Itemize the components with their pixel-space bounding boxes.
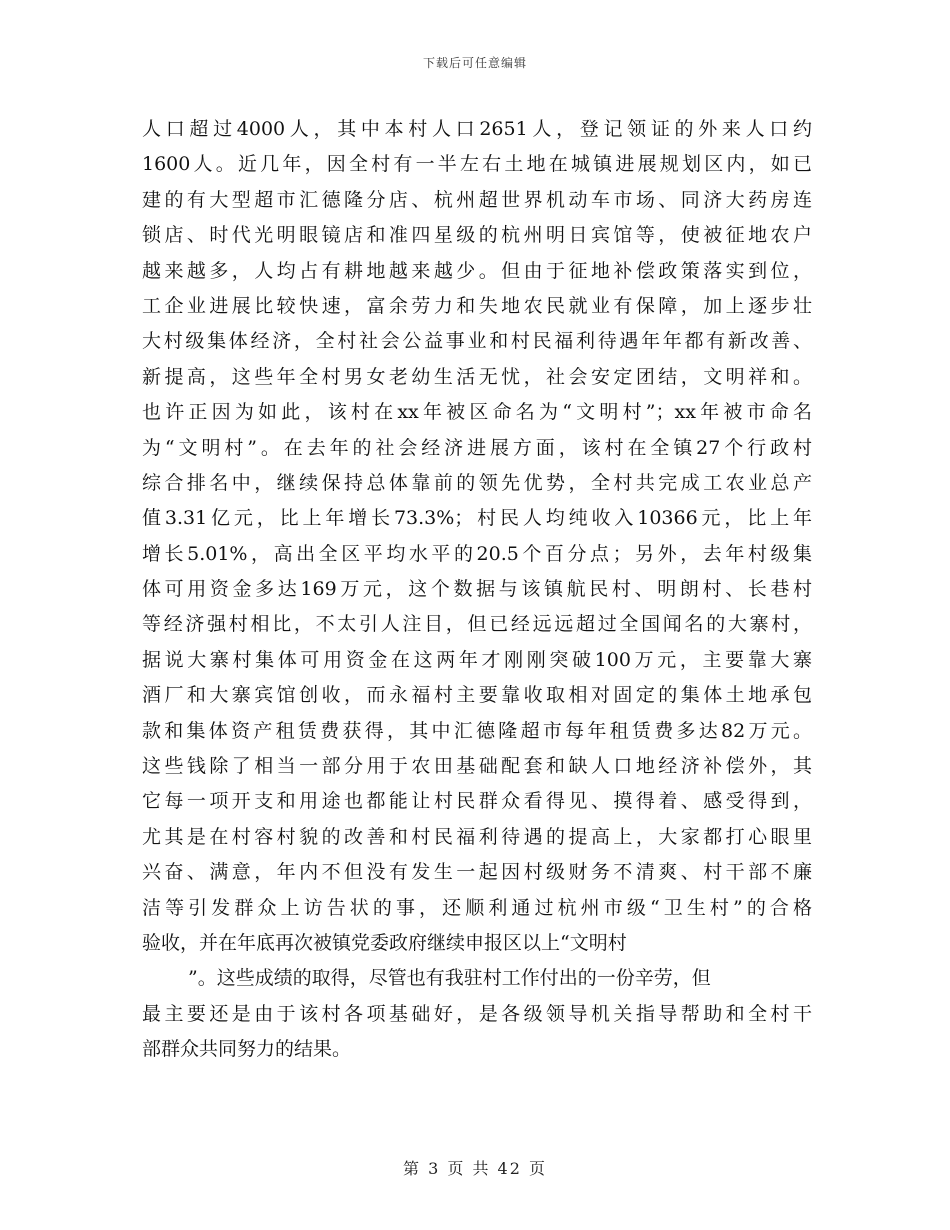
text-line: 部群众共同努力的结果。 bbox=[142, 1038, 352, 1061]
text-line: 尤其是在村容村貌的改善和村民福利待遇的提高上，大家都打心眼里 bbox=[142, 825, 812, 848]
text-line: 大村级集体经济，全村社会公益事业和村民福利待遇年年都有新改善、 bbox=[142, 330, 812, 353]
text-line: 人口超过4000人，其中本村人口2651人，登记领证的外来人口约 bbox=[142, 118, 812, 140]
text-line: 这些钱除了相当一部分用于农田基础配套和缺人口地经济补偿外，其 bbox=[142, 755, 812, 778]
text-line: 增长5.01%，高出全区平均水平的20.5个百分点；另外，去年村级集 bbox=[142, 542, 812, 565]
text-line: 为“文明村”。在去年的社会经济进展方面，该村在全镇27个行政村 bbox=[142, 436, 812, 459]
text-line: 值3.31亿元，比上年增长73.3%；村民人均纯收入10366元，比上年 bbox=[142, 507, 812, 530]
text-line: 等经济强村相比，不太引人注目，但已经远远超过全国闻名的大寨村， bbox=[142, 613, 812, 636]
page-header-note: 下载后可任意编辑 bbox=[422, 56, 527, 70]
text-line: 越来越多，人均占有耕地越来越少。但由于征地补偿政策落实到位， bbox=[142, 259, 812, 282]
text-line: 也许正因为如此，该村在xx年被区命名为“文明村”；xx年被市命名 bbox=[142, 401, 812, 424]
text-line: 综合排名中，继续保持总体靠前的领先优势，全村共完成工农业总产 bbox=[142, 471, 812, 494]
text-line: 最主要还是由于该村各项基础好，是各级领导机关指导帮助和全村干 bbox=[142, 1002, 812, 1025]
text-line: 新提高，这些年全村男女老幼生活无忧，社会安定团结，文明祥和。 bbox=[142, 365, 812, 388]
text-line: 锁店、时代光明眼镜店和准四星级的杭州明日宾馆等，使被征地农户 bbox=[142, 224, 812, 247]
text-line: 款和集体资产租赁费获得，其中汇德隆超市每年租赁费多达82万元。 bbox=[142, 719, 812, 742]
text-line: ”。这些成绩的取得，尽管也有我驻村工作付出的一份辛劳，但 bbox=[188, 967, 711, 990]
text-line: 酒厂和大寨宾馆创收，而永福村主要靠收取相对固定的集体土地承包 bbox=[142, 684, 812, 707]
page-number-footer: 第 3 页 共 42 页 bbox=[403, 1159, 547, 1178]
text-line: 建的有大型超市汇德隆分店、杭州超世界机动车市场、同济大药房连 bbox=[142, 188, 812, 211]
body-text bbox=[142, 112, 812, 1068]
text-line: 洁等引发群众上访告状的事，还顺利通过杭州市级“卫生村”的合格 bbox=[142, 896, 812, 919]
text-line: 兴奋、满意，年内不但没有发生一起因村级财务不清爽、村干部不廉 bbox=[142, 861, 812, 884]
text-line: 验收，并在年底再次被镇党委政府继续申报区以上“文明村 bbox=[142, 931, 627, 954]
text-line: 据说大寨村集体可用资金在这两年才刚刚突破100万元，主要靠大寨 bbox=[142, 648, 812, 671]
text-line: 1600人。近几年，因全村有一半左右土地在城镇进展规划区内，如已 bbox=[142, 153, 812, 176]
text-line: 工企业进展比较快速，富余劳力和失地农民就业有保障，加上逐步壮 bbox=[142, 294, 812, 317]
text-line: 体可用资金多达169万元，这个数据与该镇航民村、明朗村、长巷村 bbox=[142, 578, 812, 601]
text-line: 它每一项开支和用途也都能让村民群众看得见、摸得着、感受得到， bbox=[142, 790, 812, 813]
